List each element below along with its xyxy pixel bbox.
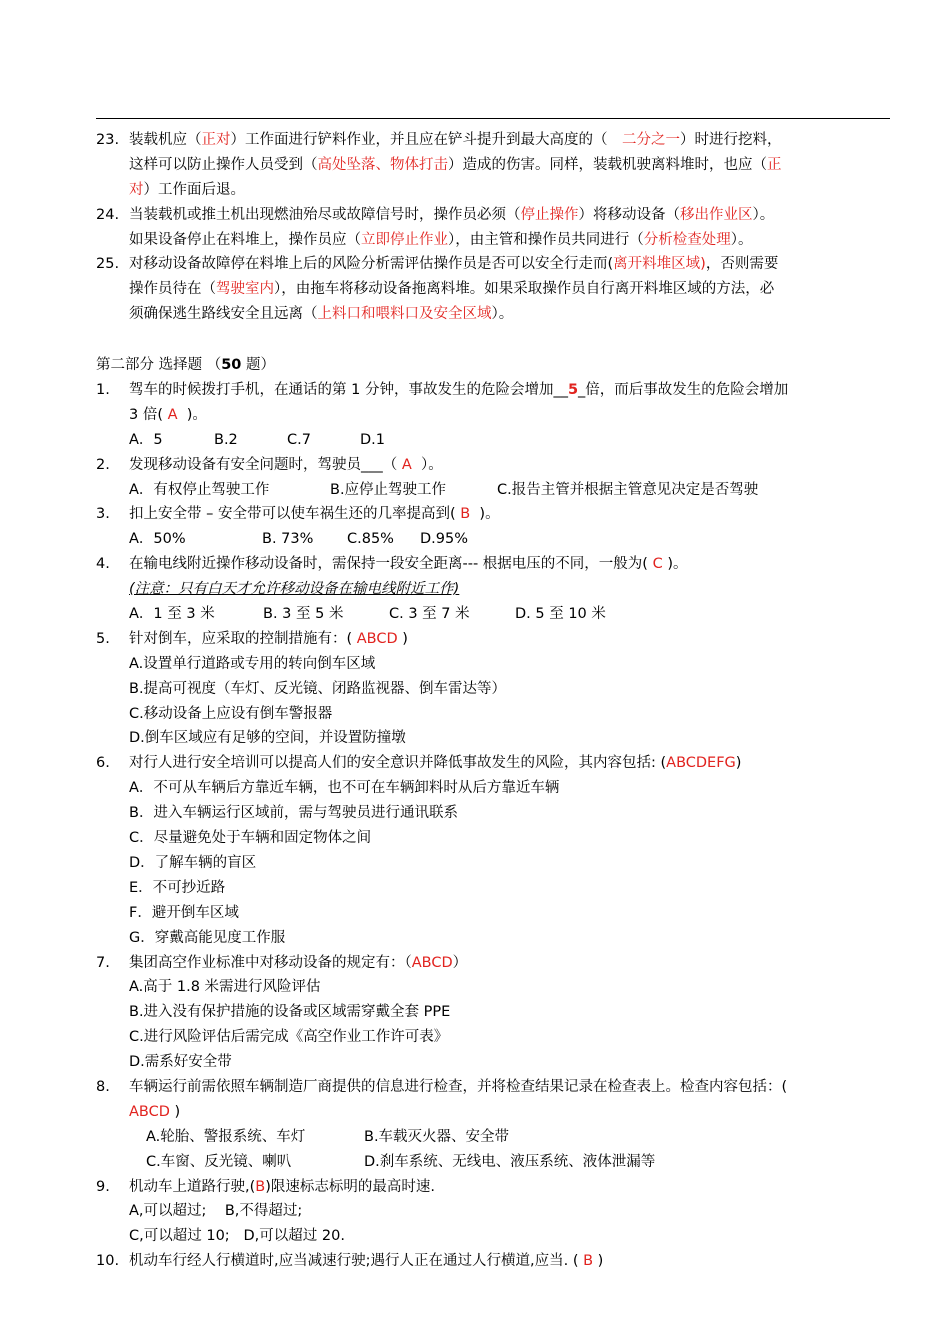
answer: ABCD [411, 954, 453, 971]
option: C.报告主管并根据主管意见决定是否驾驶 [497, 481, 759, 498]
q6-option: D．了解车辆的盲区 [129, 854, 257, 871]
option: A．1 至 3 米 [129, 606, 215, 623]
option: B.车载灭火器、安全带 [364, 1128, 510, 1145]
q1-line-2: 3 倍( A )。 [129, 406, 207, 423]
answer: 高处坠落、物体打击 [317, 156, 448, 173]
question-number: 9. [96, 1178, 110, 1195]
answer: 正对 [201, 132, 231, 148]
section-gap [96, 327, 890, 353]
option: A．50% [129, 531, 186, 548]
answer: 离开料堆区域) [613, 256, 706, 273]
q5-option: B.提高可视度（车灯、反光镜、闭路监视器、倒车雷达等） [129, 680, 507, 697]
option: D.刹车系统、无线电、液压系统、液体泄漏等 [364, 1153, 656, 1170]
option: D. 5 至 10 米 [515, 606, 606, 623]
q25-line-3: 须确保逃生路线安全且远离（上料口和喂料口及安全区域）。 [129, 306, 514, 323]
option: C.7 [287, 431, 311, 448]
q4-options [96, 602, 890, 627]
q1-line-1: 1. 驾车的时候拨打手机，在通话的第 1 分钟，事故发生的危险会增加__5_倍，而后事故发生的危险会增加 [96, 378, 890, 403]
document-body [96, 128, 890, 1274]
answer: ABCDEFG [666, 755, 736, 772]
q9-options-row-1 [96, 1199, 890, 1224]
q3-line-1: 3. 扣上安全带 – 安全带可以使车祸生还的几率提高到( B )。 [96, 502, 890, 527]
q8-options-row-2 [96, 1150, 890, 1175]
option: A．5 [129, 431, 163, 448]
q2-options [96, 478, 890, 503]
option: B. 3 至 5 米 [263, 606, 344, 623]
q6-option: E．不可抄近路 [129, 879, 226, 896]
q7-option: C.进行风险评估后需完成《高空作业工作许可表》 [129, 1029, 449, 1046]
q5-option: A.设置单行道路或专用的转向倒车区域 [129, 655, 376, 672]
question-number: 7. [96, 954, 110, 971]
q4-note: (注意：只有白天才允许移动设备在输电线附近工作) [129, 581, 460, 598]
question-number: 3. [96, 506, 110, 523]
q6-option: G．穿戴高能见度工作服 [129, 929, 286, 946]
answer: B [255, 1178, 266, 1195]
option: D,可以超过 20. [243, 1228, 345, 1245]
q8-options-row-1 [96, 1125, 890, 1150]
question-number: 1. [96, 382, 110, 399]
q10-line-1: 10. 机动车行经人行横道时,应当减速行驶;遇行人正在通过人行横道,应当. ( B ) [96, 1249, 890, 1274]
question-number: 5. [96, 630, 110, 647]
option: C,可以超过 10; [129, 1228, 230, 1245]
answer: 立即停止作业 [361, 231, 448, 248]
answer: 对 [129, 181, 144, 198]
answer: C [652, 556, 663, 573]
q4-line-1: 4. 在输电线附近操作移动设备时，需保持一段安全距离--- 根据电压的不同，一般为( C )。 [96, 552, 890, 577]
answer: B [583, 1253, 594, 1270]
answer: B [460, 506, 471, 523]
answer: 驾驶室内 [216, 281, 274, 298]
answer: ABCD [356, 630, 398, 647]
q6-option: B．进入车辆运行区域前，需与驾驶员进行通讯联系 [129, 805, 458, 822]
option: B.2 [214, 431, 238, 448]
answer: A [401, 456, 412, 473]
q23-line-1: 23. 装载机应（正对）工作面进行铲料作业，并且应在铲斗提升到最大高度的（ 二分之一）时进行挖料， [96, 128, 890, 153]
q6-option: F．避开倒车区域 [129, 904, 239, 921]
option: C.85% [347, 531, 394, 548]
q2-line-1: 2. 发现移动设备有安全问题时，驾驶员___（ A ）。 [96, 453, 890, 478]
q7-line-1: 7. 集团高空作业标准中对移动设备的规定有：（ABCD） [96, 951, 890, 976]
option: D.1 [360, 431, 385, 448]
q5-option: D.倒车区域应有足够的空间，并设置防撞墩 [129, 730, 406, 747]
q25-line-1: 25. 对移动设备故障停在料堆上后的风险分析需评估操作员是否可以安全行走而(离开料堆区域)，否则需要 [96, 252, 890, 277]
question-number: 25. [96, 256, 120, 273]
answer: 正 [767, 156, 782, 173]
header-rule [96, 118, 890, 119]
option: B.应停止驾驶工作 [330, 481, 447, 498]
question-number: 10. [96, 1253, 120, 1270]
q25-line-2: 操作员待在（驾驶室内），由拖车将移动设备拖离料堆。如果采取操作员自行离开料堆区域的方法，必 [129, 281, 775, 298]
q5-option: C.移动设备上应设有倒车警报器 [129, 705, 333, 722]
q7-option: D.需系好安全带 [129, 1054, 232, 1071]
option: C. 3 至 7 米 [389, 606, 470, 623]
option: C.车窗、反光镜、喇叭 [146, 1153, 292, 1170]
answer: A [167, 406, 178, 423]
option: A.轮胎、警报系统、车灯 [146, 1128, 306, 1145]
q5-line-1: 5. 针对倒车，应采取的控制措施有：( ABCD ) [96, 627, 890, 652]
option: D.95% [420, 531, 469, 548]
q7-option: B.进入没有保护措施的设备或区域需穿戴全套 PPE [129, 1004, 451, 1021]
question-number: 2. [96, 456, 110, 473]
q6-option: A．不可从车辆后方靠近车辆，也不可在车辆卸料时从后方靠近车辆 [129, 780, 560, 797]
answer: 移出作业区 [680, 206, 753, 223]
q3-options [96, 527, 890, 552]
option: A．有权停止驾驶工作 [129, 481, 270, 498]
q6-line-1: 6. 对行人进行安全培训可以提高人们的安全意识并降低事故发生的风险，其内容包括: (ABCDEFG) [96, 751, 890, 776]
answer: 分析检查处理 [643, 231, 731, 248]
q7-option: A.高于 1.8 米需进行风险评估 [129, 979, 321, 996]
q6-option: C．尽量避免处于车辆和固定物体之间 [129, 830, 372, 847]
q24-line-2: 如果设备停止在料堆上，操作员应（立即停止作业），由主管和操作员共同进行（分析检查处理）。 [129, 231, 753, 248]
q1-options [96, 428, 890, 453]
q23-line-3: 对）工作面后退。 [129, 181, 245, 198]
q9-options-row-2 [96, 1224, 890, 1249]
question-number: 4. [96, 556, 110, 573]
answer: 5 [567, 382, 579, 399]
q24-line-1: 24. 当装载机或推土机出现燃油殆尽或故障信号时，操作员必须（停止操作）将移动设备（移出作业区）。 [96, 203, 890, 228]
q9-line-1: 9. 机动车上道路行驶,(B)限速标志标明的最高时速. [96, 1175, 890, 1200]
answer: 停止操作 [520, 206, 579, 223]
option: B. 73% [262, 531, 314, 548]
answer: ABCD [129, 1103, 170, 1120]
q8-line-2: ABCD ) [129, 1103, 181, 1120]
q23-line-2: 这样可以防止操作人员受到（高处坠落、物体打击）造成的伤害。同样，装载机驶离料堆时，也应（正 [129, 156, 782, 173]
q8-line-1: 8. 车辆运行前需依照车辆制造厂商提供的信息进行检查，并将检查结果记录在检查表上。检查内容包括：( [96, 1075, 890, 1100]
question-number: 6. [96, 755, 110, 772]
section-title: 第二部分 选择题 （50 题） [96, 357, 276, 374]
question-number: 8. [96, 1078, 110, 1095]
option: A,可以超过; [129, 1203, 207, 1220]
question-number: 24. [96, 206, 120, 223]
option: B,不得超过; [224, 1203, 303, 1220]
question-number: 23. [96, 132, 120, 148]
answer: 二分之一 [622, 132, 680, 148]
answer: 上料口和喂料口及安全区域 [317, 306, 492, 323]
